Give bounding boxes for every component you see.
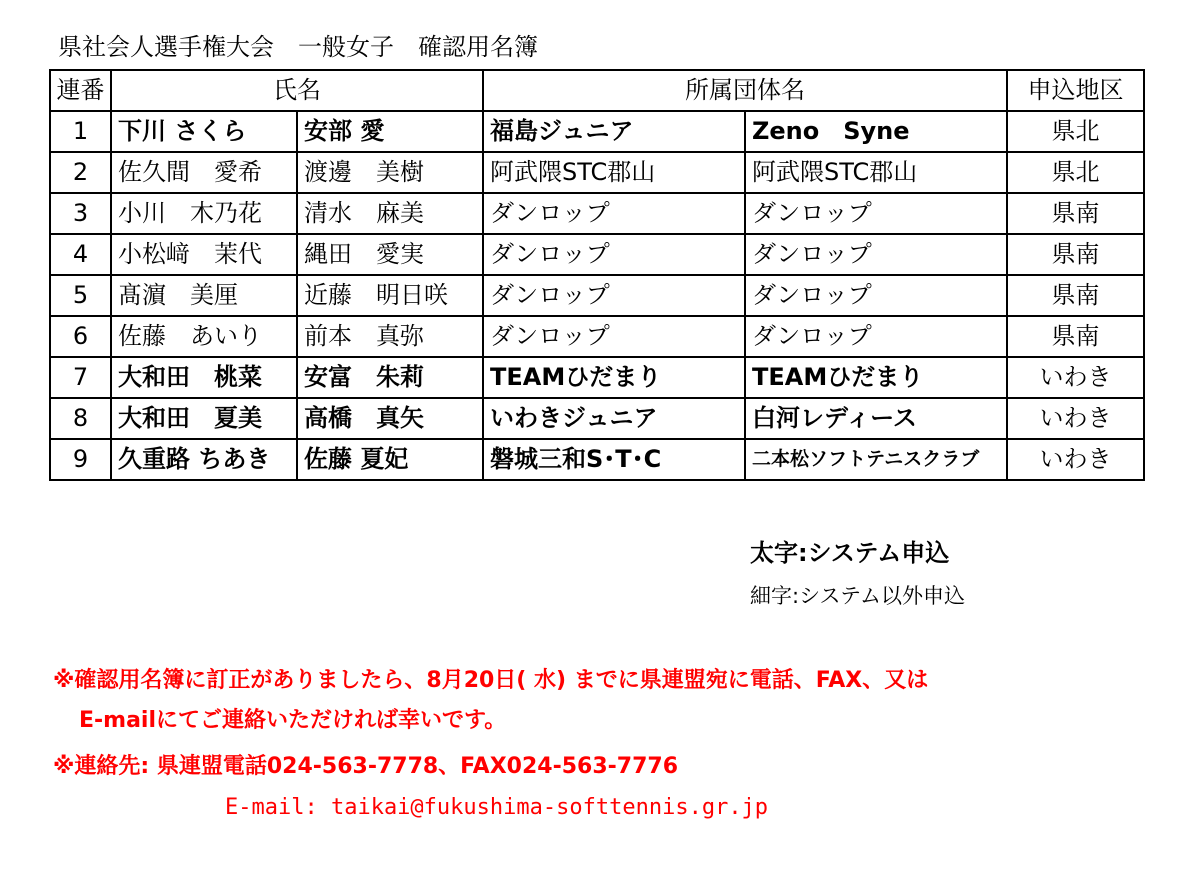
player-2-name: 縄田 愛実	[297, 234, 483, 275]
notice-line-1: ※確認用名簿に訂正がありましたら、8月20日( 水) までに県連盟宛に電話、FAX、又は	[53, 668, 929, 693]
player-1-club: ダンロップ	[483, 193, 745, 234]
player-2-club: TEAMひだまり	[745, 357, 1007, 398]
player-2-club: ダンロップ	[745, 193, 1007, 234]
player-1-name: 下川 さくら	[111, 111, 297, 152]
player-2-club: ダンロップ	[745, 316, 1007, 357]
player-2-club: Zeno Syne	[745, 111, 1007, 152]
table-row	[50, 316, 1144, 357]
player-1-name: 大和田 夏美	[111, 398, 297, 439]
player-1-club: ダンロップ	[483, 275, 745, 316]
table-row	[50, 357, 1144, 398]
player-1-club: TEAMひだまり	[483, 357, 745, 398]
table-row	[50, 275, 1144, 316]
region: 県南	[1007, 193, 1144, 234]
header-area: 申込地区	[1007, 70, 1144, 111]
table-row	[50, 439, 1144, 480]
player-1-club: 磐城三和S･T･C	[483, 439, 745, 480]
header-name: 氏名	[111, 70, 483, 111]
player-2-name: 安富 朱莉	[297, 357, 483, 398]
notice-line-2: E-mailにてご連絡いただければ幸いです。	[79, 708, 507, 733]
row-number: 1	[50, 111, 111, 152]
region: いわき	[1007, 357, 1144, 398]
header-number: 連番	[50, 70, 111, 111]
table-row	[50, 152, 1144, 193]
row-number: 3	[50, 193, 111, 234]
table-header-row	[50, 70, 1144, 111]
region: いわき	[1007, 398, 1144, 439]
player-2-club: 阿武隈STC郡山	[745, 152, 1007, 193]
region: 県南	[1007, 234, 1144, 275]
legend-bold-system: 太字:システム申込	[750, 539, 950, 567]
player-1-name: 大和田 桃菜	[111, 357, 297, 398]
table-row	[50, 398, 1144, 439]
player-1-club: 福島ジュニア	[483, 111, 745, 152]
notice-email: E-mail: taikai@fukushima-softtennis.gr.jp	[225, 795, 769, 820]
player-1-club: 阿武隈STC郡山	[483, 152, 745, 193]
region: いわき	[1007, 439, 1144, 480]
row-number: 4	[50, 234, 111, 275]
player-2-name: 近藤 明日咲	[297, 275, 483, 316]
player-2-name: 清水 麻美	[297, 193, 483, 234]
player-2-club: ダンロップ	[745, 234, 1007, 275]
player-1-name: 髙濵 美厘	[111, 275, 297, 316]
row-number: 9	[50, 439, 111, 480]
player-2-name: 渡邊 美樹	[297, 152, 483, 193]
legend-normal-other: 細字:システム以外申込	[750, 584, 965, 608]
notice-contact: ※連絡先: 県連盟電話024-563-7778、FAX024-563-7776	[53, 754, 679, 779]
page-title: 県社会人選手権大会 一般女子 確認用名簿	[58, 33, 538, 61]
player-2-club: ダンロップ	[745, 275, 1007, 316]
player-2-name: 前本 真弥	[297, 316, 483, 357]
region: 県北	[1007, 111, 1144, 152]
header-club: 所属団体名	[483, 70, 1007, 111]
player-1-name: 小松﨑 茉代	[111, 234, 297, 275]
row-number: 8	[50, 398, 111, 439]
region: 県南	[1007, 275, 1144, 316]
player-1-name: 佐藤 あいり	[111, 316, 297, 357]
table-row	[50, 193, 1144, 234]
row-number: 2	[50, 152, 111, 193]
region: 県南	[1007, 316, 1144, 357]
player-2-name: 高橋 真矢	[297, 398, 483, 439]
row-number: 6	[50, 316, 111, 357]
player-1-name: 佐久間 愛希	[111, 152, 297, 193]
player-2-name: 佐藤 夏妃	[297, 439, 483, 480]
player-1-club: ダンロップ	[483, 316, 745, 357]
player-2-club: 白河レディース	[745, 398, 1007, 439]
table-row	[50, 111, 1144, 152]
roster-table	[49, 69, 1145, 481]
row-number: 5	[50, 275, 111, 316]
player-2-name: 安部 愛	[297, 111, 483, 152]
player-1-club: いわきジュニア	[483, 398, 745, 439]
player-1-club: ダンロップ	[483, 234, 745, 275]
table-row	[50, 234, 1144, 275]
row-number: 7	[50, 357, 111, 398]
player-1-name: 久重路 ちあき	[111, 439, 297, 480]
region: 県北	[1007, 152, 1144, 193]
player-2-club: 二本松ソフトテニスクラブ	[745, 439, 1007, 480]
player-1-name: 小川 木乃花	[111, 193, 297, 234]
